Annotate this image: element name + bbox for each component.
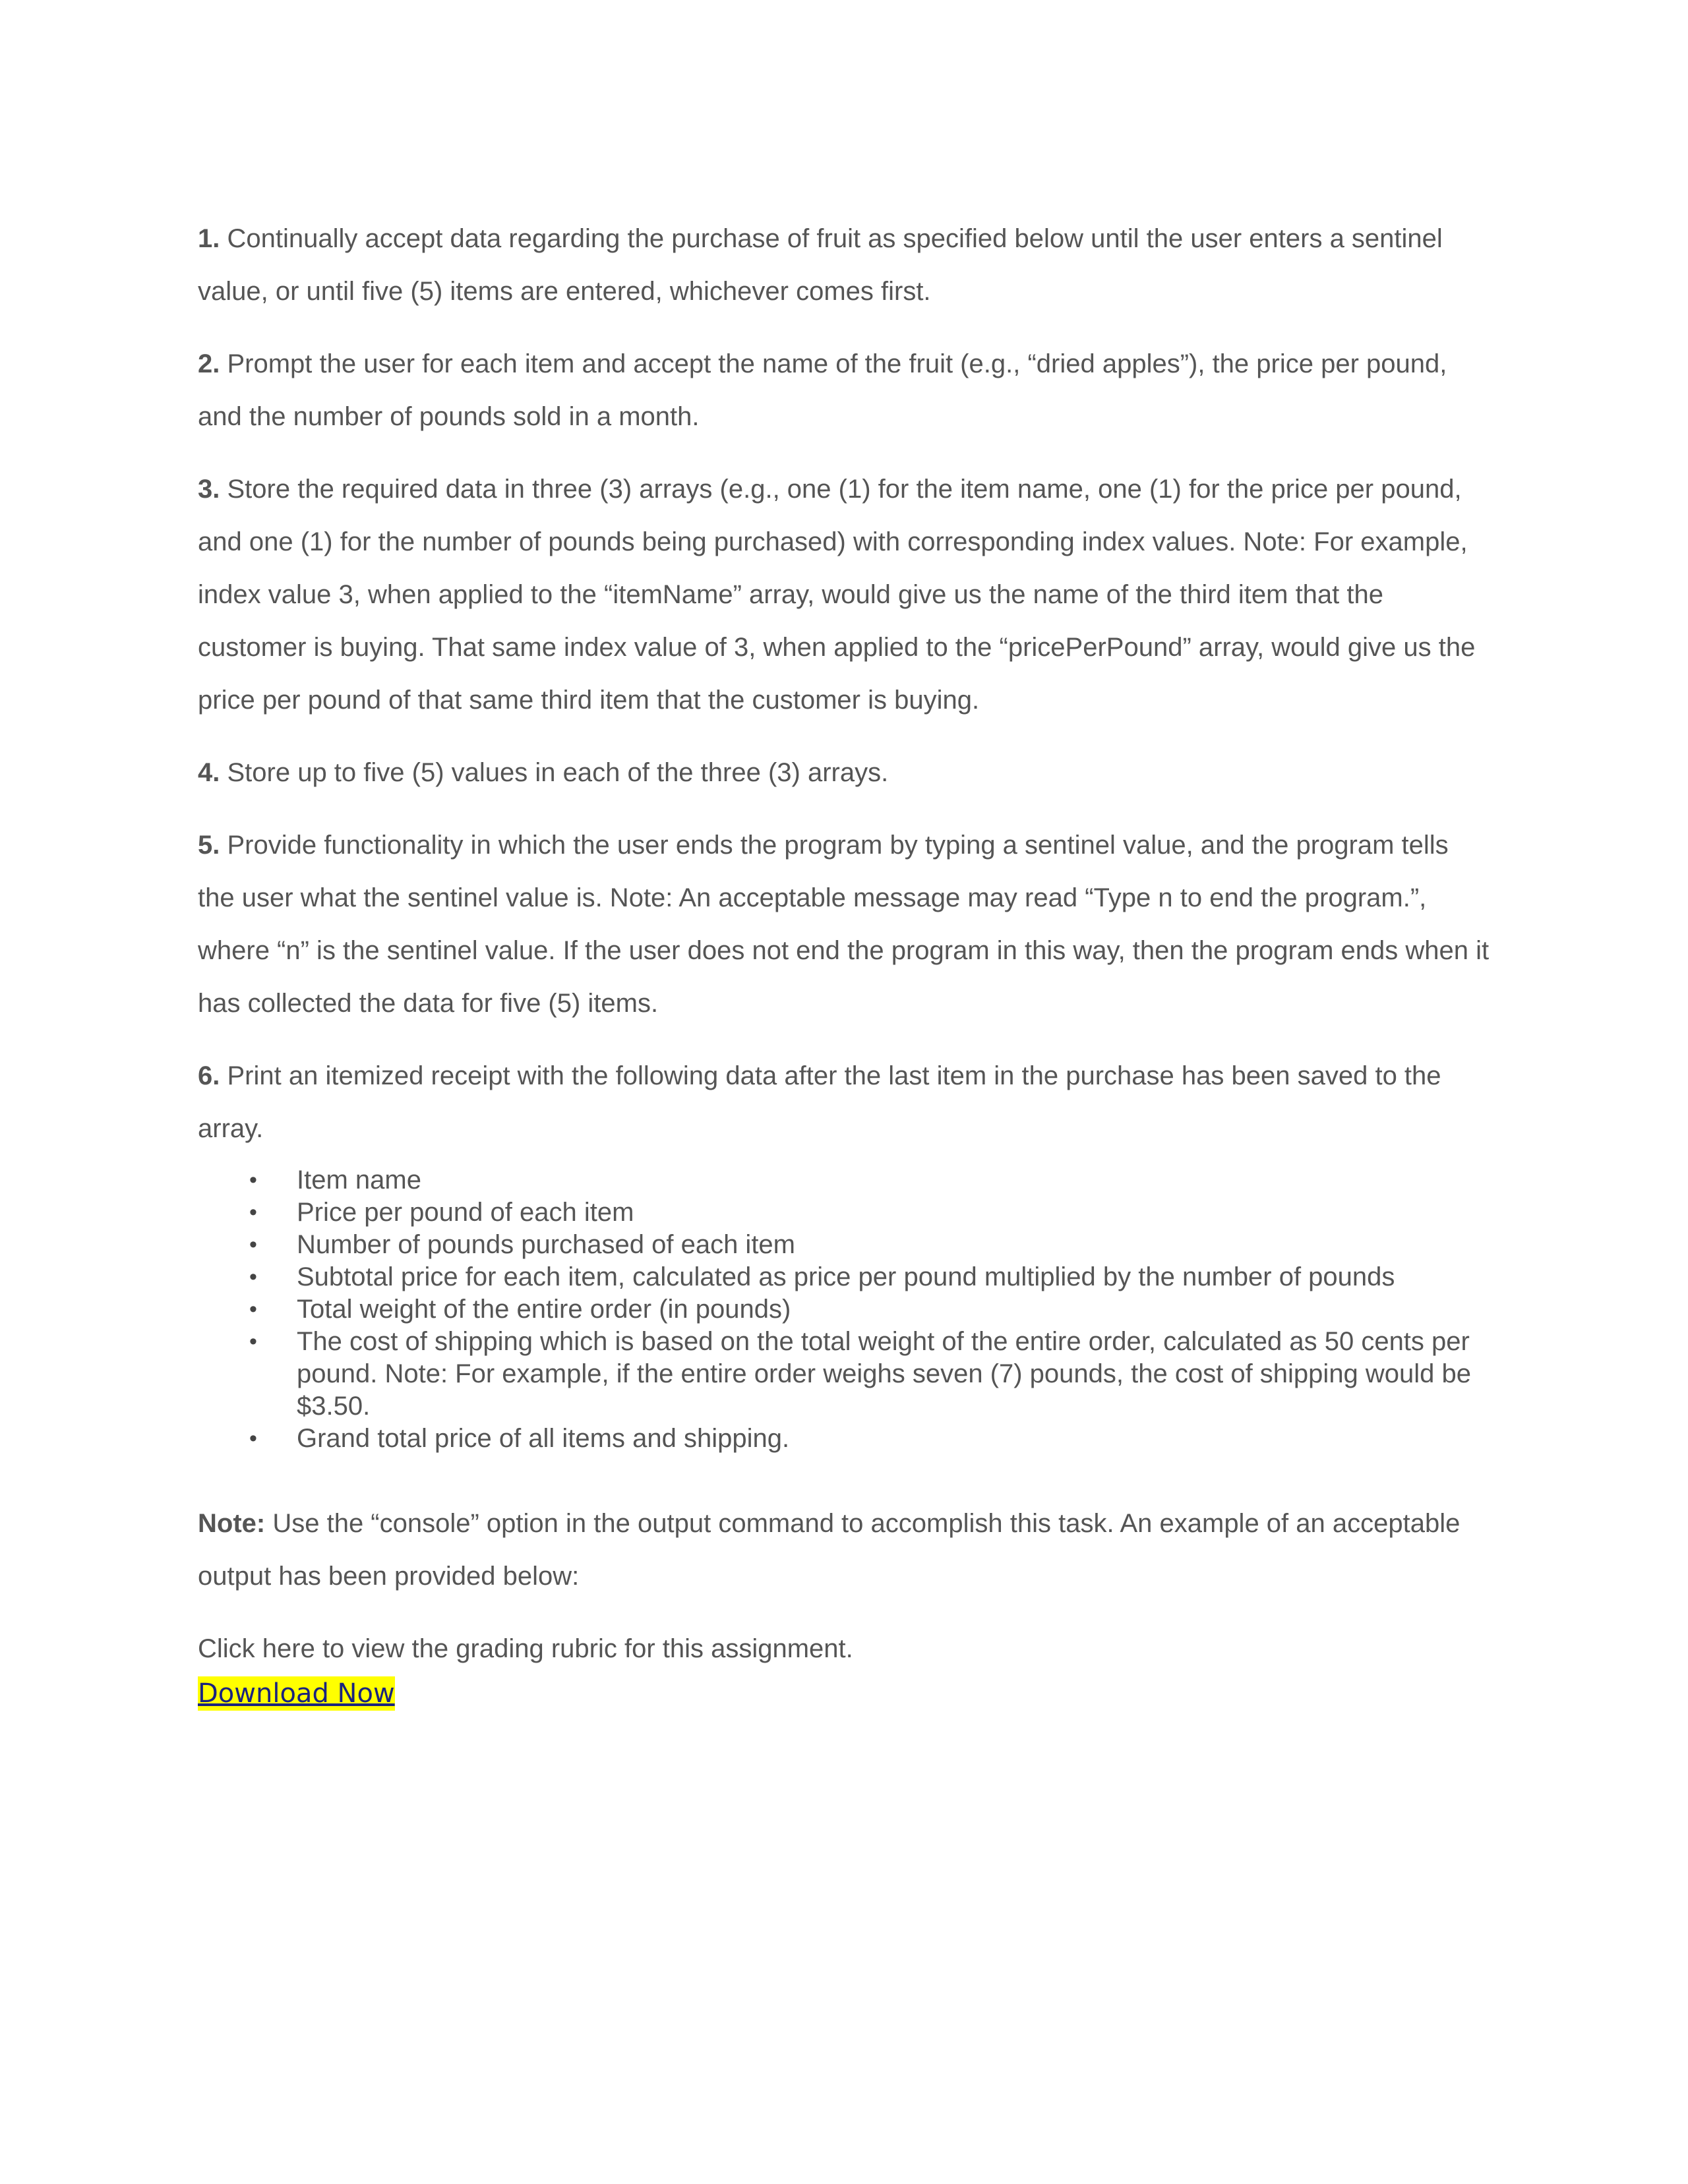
rubric-link-text[interactable]: Click here to view the grading rubric for this assignment. bbox=[198, 1634, 853, 1663]
note-label: Note: bbox=[198, 1509, 266, 1538]
bullet-icon: • bbox=[249, 1426, 257, 1451]
instruction-1 bbox=[198, 212, 1490, 318]
instruction-text: Continually accept data regarding the purchase of fruit as specified below until the user enters a sentinel value, or until five (5) items are entered, whichever comes first. bbox=[198, 224, 1443, 306]
instruction-number: 5. bbox=[198, 831, 220, 860]
bullet-icon: • bbox=[249, 1200, 257, 1225]
list-item: • Item name bbox=[198, 1164, 1490, 1196]
instruction-number: 1. bbox=[198, 224, 220, 253]
receipt-field-list bbox=[198, 1164, 1490, 1455]
instruction-text: Store the required data in three (3) arrays (e.g., one (1) for the item name, one (1) for the price per pound, and one (1) for the number of pounds being purchased) with corresponding index values. Note: For example, index value 3, when applied to the “itemName” array, would give us the name of the third item that the customer is buying. That same index value of 3, when applied to the “pricePerPound” array, would give us the price per pound of that same third item that the customer is buying. bbox=[198, 475, 1476, 715]
instruction-text: Store up to five (5) values in each of the three (3) arrays. bbox=[227, 758, 889, 787]
list-item: • Total weight of the entire order (in pounds) bbox=[198, 1293, 1490, 1326]
list-item: • Grand total price of all items and shipping. bbox=[198, 1423, 1490, 1455]
bullet-icon: • bbox=[249, 1264, 257, 1289]
document-body bbox=[198, 212, 1490, 1711]
instruction-number: 4. bbox=[198, 758, 220, 787]
note-text: Use the “console” option in the output command to accomplish this task. An example of an acceptable output has been provided below: bbox=[198, 1509, 1461, 1591]
instruction-2 bbox=[198, 338, 1490, 443]
list-item: • Subtotal price for each item, calculated as price per pound multiplied by the number of pounds bbox=[198, 1261, 1490, 1293]
instruction-6 bbox=[198, 1049, 1490, 1155]
instruction-number: 6. bbox=[198, 1061, 220, 1090]
list-item: • Price per pound of each item bbox=[198, 1196, 1490, 1229]
instruction-number: 3. bbox=[198, 475, 220, 504]
instruction-text: Prompt the user for each item and accept the name of the fruit (e.g., “dried apples”), the price per pound, and the number of pounds sold in a month. bbox=[198, 349, 1447, 431]
instruction-5 bbox=[198, 819, 1490, 1030]
download-now-link[interactable]: Download Now bbox=[198, 1676, 395, 1711]
instruction-3 bbox=[198, 463, 1490, 726]
note-paragraph bbox=[198, 1497, 1490, 1603]
list-item: • Number of pounds purchased of each item bbox=[198, 1229, 1490, 1261]
bullet-icon: • bbox=[249, 1232, 257, 1257]
bullet-icon: • bbox=[249, 1329, 257, 1354]
instruction-4 bbox=[198, 746, 1490, 799]
bullet-icon: • bbox=[249, 1297, 257, 1322]
instruction-text: Print an itemized receipt with the following data after the last item in the purchase has been saved to the array. bbox=[198, 1061, 1441, 1143]
bullet-icon: • bbox=[249, 1167, 257, 1193]
instruction-number: 2. bbox=[198, 349, 220, 378]
list-item: • The cost of shipping which is based on the total weight of the entire order, calculated as 50 cents per pound. Note: For example, if the entire order weighs seven (7) pounds, the cost of shipping would be $3.50. bbox=[249, 1327, 1472, 1421]
instruction-text: Provide functionality in which the user ends the program by typing a sentinel value, and the program tells the user what the sentinel value is. Note: An acceptable message may read “Type n to end the program.”, where “n” is the sentinel value. If the user does not end the program in this way, then the program ends when it has collected the data for five (5) items. bbox=[198, 831, 1490, 1018]
